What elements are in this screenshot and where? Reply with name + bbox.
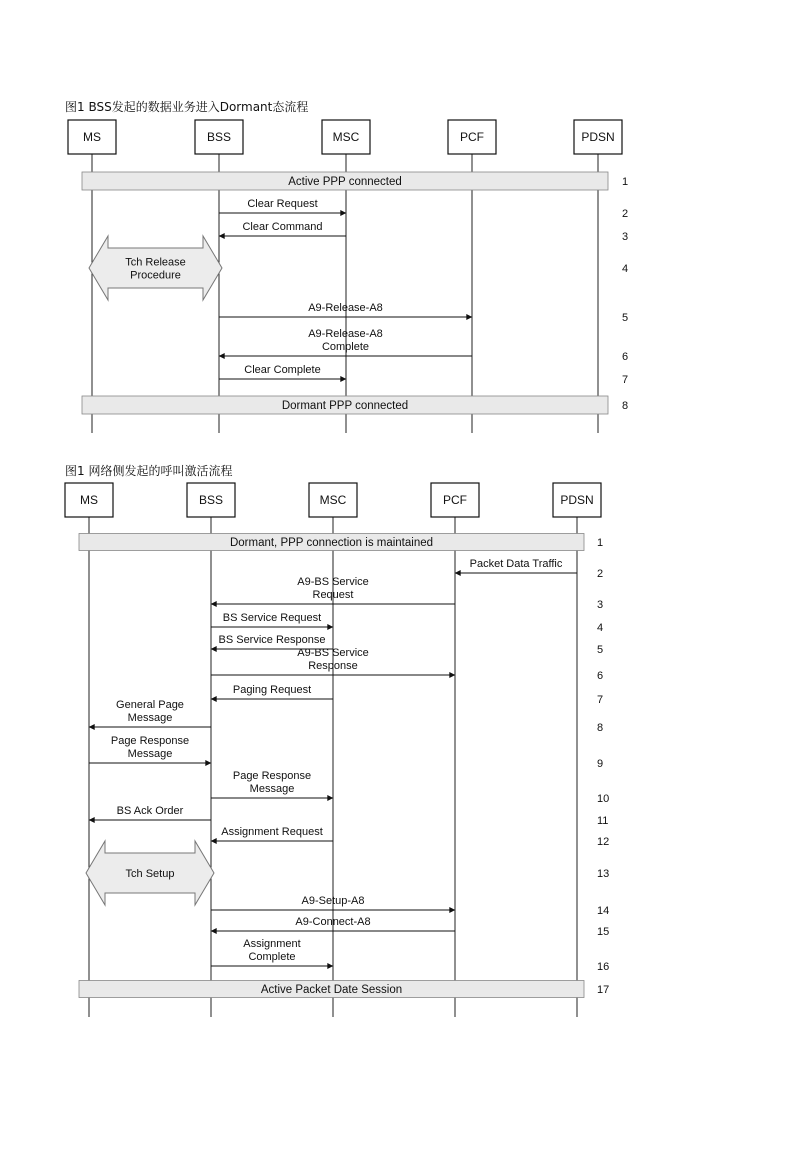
step-number: 2: [597, 568, 604, 580]
message-label: A9-Connect-A8: [295, 916, 371, 928]
message-label: Message: [127, 748, 173, 760]
message-label: Message: [249, 783, 295, 795]
entity-label: BSS: [198, 493, 224, 507]
step-number: 11: [597, 815, 609, 827]
entity-label: MSC: [332, 130, 360, 144]
step-number: 3: [597, 599, 604, 611]
entity-label: PCF: [443, 493, 467, 507]
step-number: 5: [597, 644, 604, 656]
message-label: Clear Request: [247, 198, 318, 210]
state-band-label: Dormant, PPP connection is maintained: [229, 537, 434, 549]
message-label: Assignment: [243, 938, 301, 950]
state-band-label: Active PPP connected: [288, 176, 402, 188]
message-label: Request: [312, 589, 354, 601]
message-label: Packet Data Traffic: [469, 558, 563, 570]
message-label: A9-BS Service: [297, 576, 369, 588]
message-label: Clear Command: [242, 221, 323, 233]
step-number: 1: [622, 176, 629, 188]
message-label: A9-Release-A8: [308, 328, 383, 340]
step-number: 4: [622, 263, 629, 275]
step-number: 1: [597, 537, 604, 549]
message-label: A9-Release-A8: [308, 302, 383, 314]
state-band-label: Active Packet Date Session: [260, 984, 403, 996]
procedure-label: Procedure: [130, 269, 181, 282]
step-number: 4: [597, 622, 604, 634]
message-label: BS Service Response: [218, 634, 326, 646]
message-label: Message: [127, 712, 173, 724]
entity-label: PDSN: [560, 493, 594, 507]
entity-label: BSS: [206, 130, 232, 144]
step-number: 6: [622, 351, 629, 363]
procedure-label: Tch Setup: [125, 868, 175, 880]
step-number: 3: [622, 231, 629, 243]
step-number: 13: [597, 868, 610, 880]
message-label: Page Response: [232, 770, 312, 782]
message-label: A9-Setup-A8: [301, 895, 365, 907]
step-number: 9: [597, 758, 604, 770]
message-label: BS Ack Order: [116, 805, 184, 817]
procedure-label: Tch Release: [125, 256, 186, 269]
step-number: 12: [597, 836, 610, 848]
message-label: Page Response: [110, 735, 190, 747]
step-number: 6: [597, 670, 604, 682]
step-number: 2: [622, 208, 629, 220]
step-number: 7: [597, 694, 604, 706]
message-label: Response: [308, 660, 358, 672]
diagram-title: 图1 网络侧发起的呼叫激活流程: [65, 464, 233, 478]
step-number: 5: [622, 312, 629, 324]
entity-label: MSC: [319, 493, 347, 507]
step-number: 8: [597, 722, 604, 734]
step-number: 16: [597, 961, 610, 973]
entity-label: PDSN: [581, 130, 615, 144]
step-number: 14: [597, 905, 610, 917]
call-activation-flow-diagram: [65, 463, 609, 1017]
step-number: 8: [622, 400, 629, 412]
step-number: 17: [597, 984, 610, 996]
message-label: Clear Complete: [244, 364, 321, 376]
entity-label: MS: [83, 130, 101, 144]
step-number: 15: [597, 926, 610, 938]
message-label: Complete: [248, 951, 296, 963]
message-label: General Page: [116, 699, 184, 711]
entity-label: PCF: [460, 130, 484, 144]
message-label: Complete: [321, 341, 370, 353]
dormant-flow-diagram: [65, 99, 628, 433]
message-label: Assignment Request: [221, 826, 323, 838]
step-number: 10: [597, 793, 610, 805]
step-number: 7: [622, 374, 629, 386]
state-band-label: Dormant PPP connected: [281, 400, 409, 412]
message-label: BS Service Request: [222, 612, 322, 624]
message-label: A9-BS Service: [297, 647, 369, 659]
entity-label: MS: [80, 493, 98, 507]
message-label: Paging Request: [232, 684, 312, 696]
diagram-title: 图1 BSS发起的数据业务进入Dormant态流程: [65, 100, 309, 114]
